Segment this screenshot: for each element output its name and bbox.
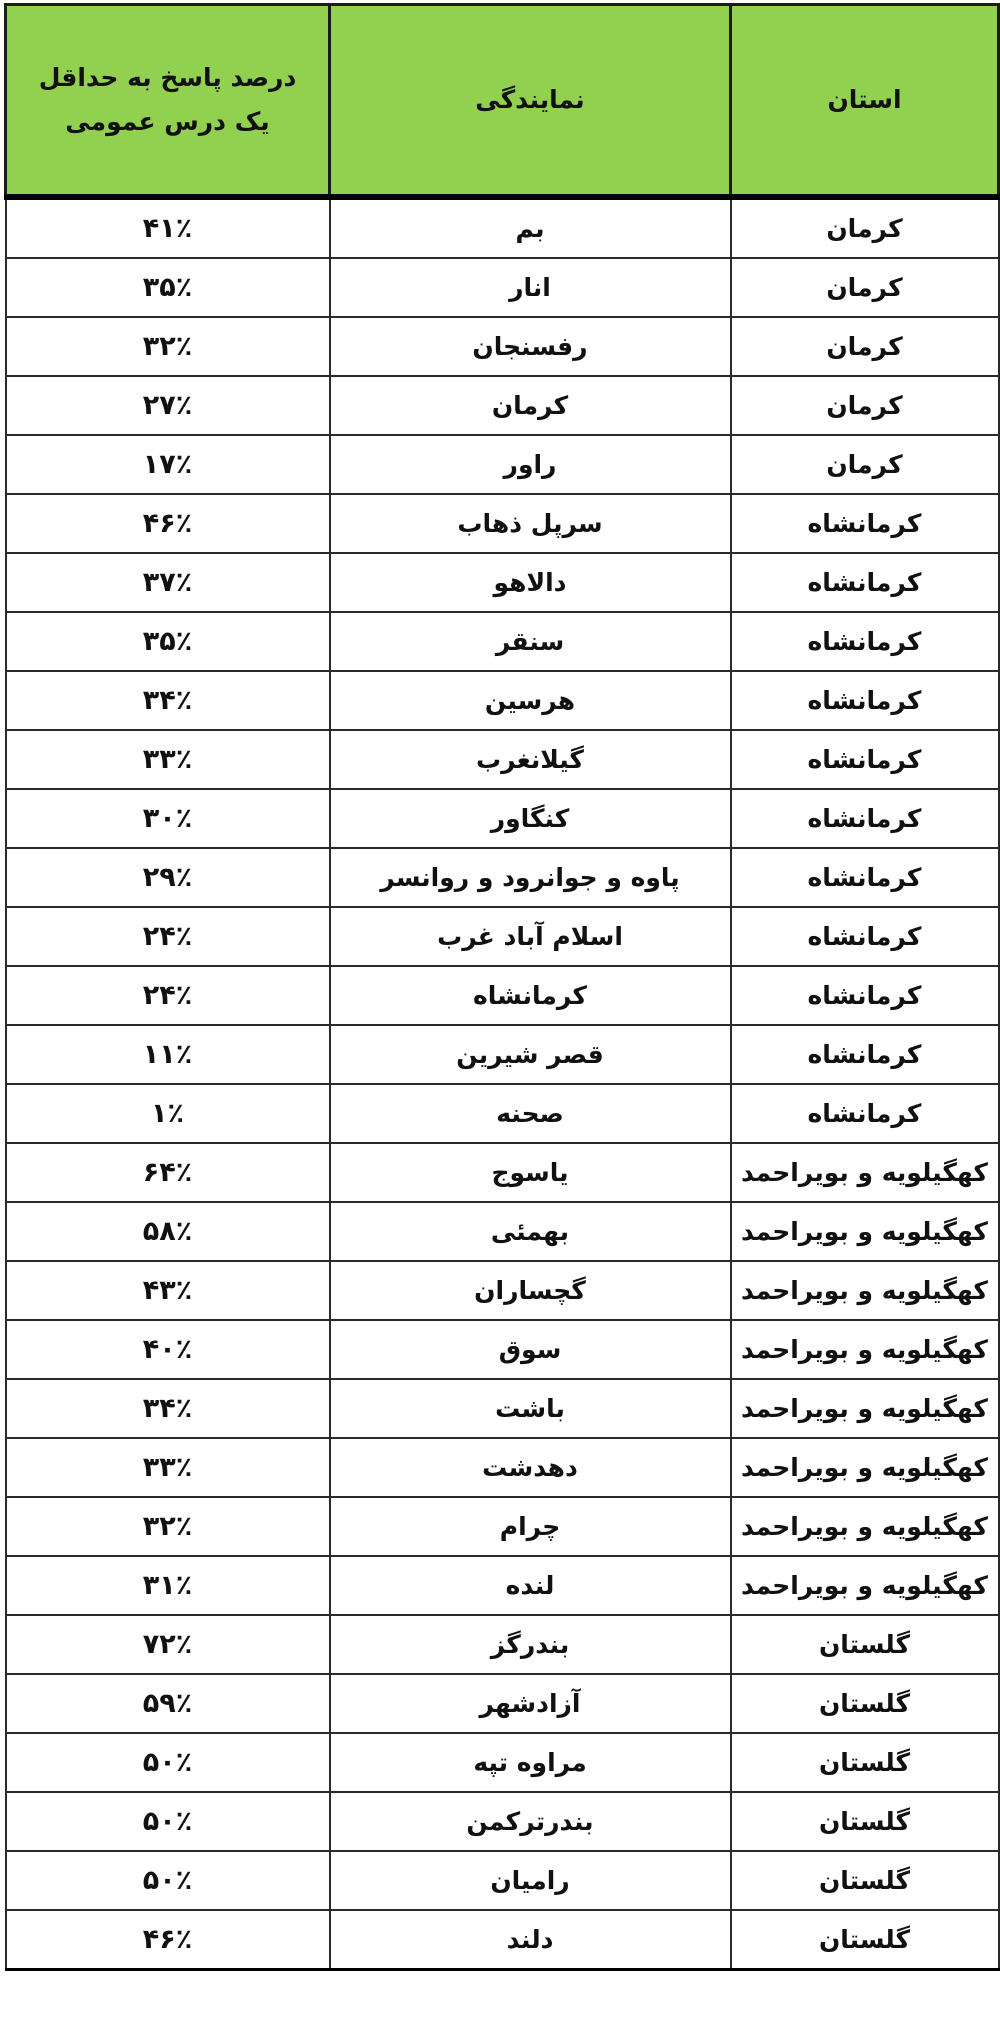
results-table bbox=[4, 3, 1000, 1971]
representation-cell: هرسین bbox=[330, 671, 731, 730]
province-cell: کرمانشاه bbox=[731, 730, 999, 789]
representation-cell: اسلام آباد غرب bbox=[330, 907, 731, 966]
table-row bbox=[6, 1025, 999, 1084]
table-row bbox=[6, 1674, 999, 1733]
representation-cell: باشت bbox=[330, 1379, 731, 1438]
representation-cell: رفسنجان bbox=[330, 317, 731, 376]
representation-cell: مراوه تپه bbox=[330, 1733, 731, 1792]
table-row bbox=[6, 197, 999, 258]
province-cell: کرمانشاه bbox=[731, 907, 999, 966]
header-province: استان bbox=[731, 5, 999, 198]
table-row bbox=[6, 1438, 999, 1497]
representation-cell: انار bbox=[330, 258, 731, 317]
representation-cell: راور bbox=[330, 435, 731, 494]
table-row bbox=[6, 258, 999, 317]
percent-cell: ۳۲٪ bbox=[6, 1497, 330, 1556]
percent-cell: ۳۳٪ bbox=[6, 730, 330, 789]
percent-cell: ۳۲٪ bbox=[6, 317, 330, 376]
percent-cell: ۳۳٪ bbox=[6, 1438, 330, 1497]
province-cell: کرمان bbox=[731, 258, 999, 317]
table-row bbox=[6, 1202, 999, 1261]
table-row bbox=[6, 435, 999, 494]
percent-cell: ۴۱٪ bbox=[6, 197, 330, 258]
representation-cell: یاسوج bbox=[330, 1143, 731, 1202]
table-row bbox=[6, 1143, 999, 1202]
percent-cell: ۴۶٪ bbox=[6, 494, 330, 553]
table-row bbox=[6, 1497, 999, 1556]
table-row bbox=[6, 1084, 999, 1143]
percent-cell: ۳۷٪ bbox=[6, 553, 330, 612]
percent-cell: ۱٪ bbox=[6, 1084, 330, 1143]
table-row bbox=[6, 494, 999, 553]
percent-cell: ۳۴٪ bbox=[6, 1379, 330, 1438]
header-representation: نمایندگی bbox=[330, 5, 731, 198]
province-cell: کهگیلویه و بویراحمد bbox=[731, 1379, 999, 1438]
percent-cell: ۳۴٪ bbox=[6, 671, 330, 730]
representation-cell: دلند bbox=[330, 1910, 731, 1970]
percent-cell: ۵۰٪ bbox=[6, 1851, 330, 1910]
percent-cell: ۵۰٪ bbox=[6, 1733, 330, 1792]
province-cell: کرمانشاه bbox=[731, 553, 999, 612]
percent-cell: ۴۰٪ bbox=[6, 1320, 330, 1379]
representation-cell: لنده bbox=[330, 1556, 731, 1615]
table-row bbox=[6, 376, 999, 435]
province-cell: کرمانشاه bbox=[731, 789, 999, 848]
province-cell: کهگیلویه و بویراحمد bbox=[731, 1556, 999, 1615]
representation-cell: پاوه و جوانرود و روانسر bbox=[330, 848, 731, 907]
province-cell: کرمانشاه bbox=[731, 848, 999, 907]
province-cell: کهگیلویه و بویراحمد bbox=[731, 1320, 999, 1379]
province-cell: کرمانشاه bbox=[731, 966, 999, 1025]
table-row bbox=[6, 1851, 999, 1910]
representation-cell: رامیان bbox=[330, 1851, 731, 1910]
province-cell: کهگیلویه و بویراحمد bbox=[731, 1261, 999, 1320]
percent-cell: ۲۴٪ bbox=[6, 966, 330, 1025]
province-cell: گلستان bbox=[731, 1910, 999, 1970]
representation-cell: چرام bbox=[330, 1497, 731, 1556]
province-cell: کرمان bbox=[731, 197, 999, 258]
table-row bbox=[6, 1615, 999, 1674]
percent-cell: ۱۷٪ bbox=[6, 435, 330, 494]
percent-cell: ۵۹٪ bbox=[6, 1674, 330, 1733]
representation-cell: کرمانشاه bbox=[330, 966, 731, 1025]
header-row bbox=[6, 5, 999, 198]
representation-cell: بهمئی bbox=[330, 1202, 731, 1261]
table-row bbox=[6, 907, 999, 966]
representation-cell: آزادشهر bbox=[330, 1674, 731, 1733]
representation-cell: سنقر bbox=[330, 612, 731, 671]
header-percent: درصد پاسخ به حداقل یک درس عمومی bbox=[6, 5, 330, 198]
table-row bbox=[6, 1379, 999, 1438]
province-cell: کرمانشاه bbox=[731, 1084, 999, 1143]
province-cell: کرمانشاه bbox=[731, 1025, 999, 1084]
table-row bbox=[6, 730, 999, 789]
representation-cell: بم bbox=[330, 197, 731, 258]
percent-cell: ۵۸٪ bbox=[6, 1202, 330, 1261]
representation-cell: بندرگز bbox=[330, 1615, 731, 1674]
representation-cell: دالاهو bbox=[330, 553, 731, 612]
percent-cell: ۷۲٪ bbox=[6, 1615, 330, 1674]
table-header bbox=[6, 5, 999, 198]
province-cell: گلستان bbox=[731, 1615, 999, 1674]
table-row bbox=[6, 612, 999, 671]
table-row bbox=[6, 553, 999, 612]
table-row bbox=[6, 1261, 999, 1320]
province-cell: کرمان bbox=[731, 376, 999, 435]
percent-cell: ۴۳٪ bbox=[6, 1261, 330, 1320]
percent-cell: ۳۱٪ bbox=[6, 1556, 330, 1615]
province-cell: کرمانشاه bbox=[731, 494, 999, 553]
representation-cell: سوق bbox=[330, 1320, 731, 1379]
percent-cell: ۴۶٪ bbox=[6, 1910, 330, 1970]
table-row bbox=[6, 848, 999, 907]
percent-cell: ۳۰٪ bbox=[6, 789, 330, 848]
table-row bbox=[6, 1792, 999, 1851]
province-cell: گلستان bbox=[731, 1674, 999, 1733]
representation-cell: صحنه bbox=[330, 1084, 731, 1143]
percent-cell: ۳۵٪ bbox=[6, 612, 330, 671]
province-cell: کهگیلویه و بویراحمد bbox=[731, 1438, 999, 1497]
province-cell: گلستان bbox=[731, 1733, 999, 1792]
table-row bbox=[6, 789, 999, 848]
table-row bbox=[6, 317, 999, 376]
province-cell: کهگیلویه و بویراحمد bbox=[731, 1497, 999, 1556]
province-cell: کهگیلویه و بویراحمد bbox=[731, 1143, 999, 1202]
table-row bbox=[6, 1733, 999, 1792]
table-row bbox=[6, 671, 999, 730]
representation-cell: گیلانغرب bbox=[330, 730, 731, 789]
percent-cell: ۲۷٪ bbox=[6, 376, 330, 435]
table-row bbox=[6, 1556, 999, 1615]
percent-cell: ۳۵٪ bbox=[6, 258, 330, 317]
representation-cell: قصر شیرین bbox=[330, 1025, 731, 1084]
table-body bbox=[6, 197, 999, 1970]
percent-cell: ۲۴٪ bbox=[6, 907, 330, 966]
province-cell: کرمان bbox=[731, 435, 999, 494]
province-cell: گلستان bbox=[731, 1851, 999, 1910]
province-cell: گلستان bbox=[731, 1792, 999, 1851]
province-cell: کرمانشاه bbox=[731, 612, 999, 671]
table-row bbox=[6, 1910, 999, 1970]
representation-cell: کرمان bbox=[330, 376, 731, 435]
table-row bbox=[6, 1320, 999, 1379]
percent-cell: ۵۰٪ bbox=[6, 1792, 330, 1851]
representation-cell: دهدشت bbox=[330, 1438, 731, 1497]
representation-cell: سرپل ذهاب bbox=[330, 494, 731, 553]
representation-cell: گچساران bbox=[330, 1261, 731, 1320]
province-cell: کرمان bbox=[731, 317, 999, 376]
percent-cell: ۶۴٪ bbox=[6, 1143, 330, 1202]
province-cell: کهگیلویه و بویراحمد bbox=[731, 1202, 999, 1261]
representation-cell: کنگاور bbox=[330, 789, 731, 848]
province-cell: کرمانشاه bbox=[731, 671, 999, 730]
representation-cell: بندرترکمن bbox=[330, 1792, 731, 1851]
percent-cell: ۱۱٪ bbox=[6, 1025, 330, 1084]
percent-cell: ۲۹٪ bbox=[6, 848, 330, 907]
table-row bbox=[6, 966, 999, 1025]
